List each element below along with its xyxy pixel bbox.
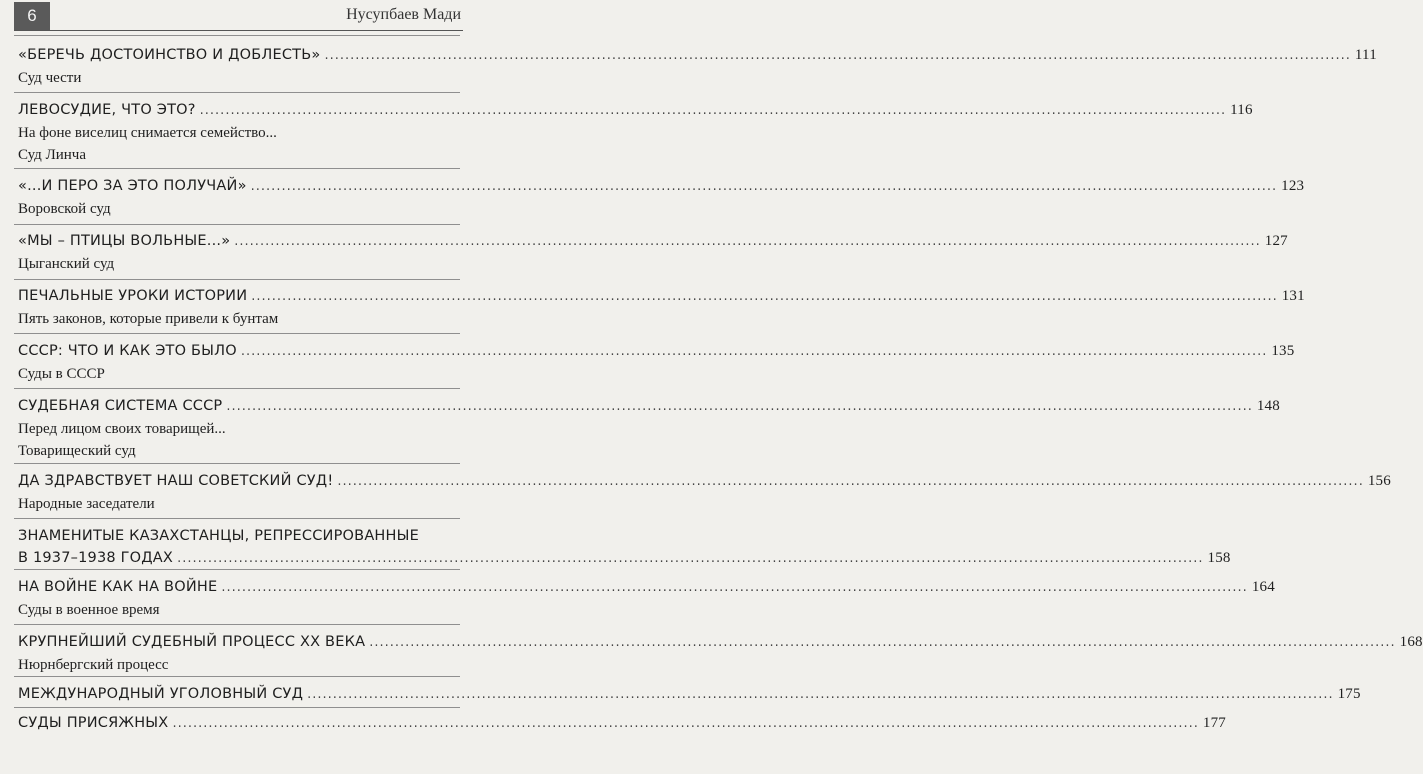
entry-separator bbox=[14, 463, 460, 464]
toc-entry[interactable] bbox=[18, 99, 1253, 166]
entry-separator bbox=[14, 676, 460, 677]
entry-separator bbox=[14, 624, 460, 625]
toc-entry-title: ПЕЧАЛЬНЫЕ УРОКИ ИСТОРИИ bbox=[18, 288, 248, 304]
toc-entry-title-line bbox=[18, 340, 1295, 363]
entry-separator bbox=[14, 707, 460, 708]
toc-page-number: 177 bbox=[1202, 715, 1227, 731]
dot-leader: ........................................................................................................................................................................................................ bbox=[172, 716, 1199, 731]
toc-entry-subtitle: Народные заседатели bbox=[18, 496, 155, 512]
toc-entry-title-line bbox=[18, 175, 1305, 198]
entry-separator bbox=[14, 224, 460, 225]
toc-entry[interactable] bbox=[18, 44, 1377, 89]
dot-leader: ........................................................................................................................................................................................................ bbox=[234, 234, 1261, 249]
toc-entry-subtitle: Перед лицом своих товарищей... bbox=[18, 421, 226, 437]
toc-entry-subtitle: Воровской суд bbox=[18, 201, 111, 217]
toc-entry-title-line bbox=[18, 470, 1391, 493]
toc-entry-title-line bbox=[18, 285, 1305, 308]
toc-page-number: 111 bbox=[1354, 47, 1377, 63]
entry-separator bbox=[14, 569, 460, 570]
entry-separator bbox=[14, 92, 460, 93]
page-number: 6 bbox=[14, 2, 50, 30]
toc-page-number: 127 bbox=[1264, 233, 1288, 249]
toc-page-number: 164 bbox=[1251, 579, 1275, 595]
toc-page-number: 168 bbox=[1399, 634, 1423, 650]
toc-entry[interactable] bbox=[18, 712, 1227, 735]
toc-entry-subtitle: Нюрнбергский процесс bbox=[18, 657, 169, 673]
toc-page-number: 156 bbox=[1367, 473, 1391, 489]
toc-entry-title-line bbox=[18, 547, 1231, 570]
page-header bbox=[0, 0, 469, 34]
toc-entry-subtitle: На фоне виселиц снимается семейство... bbox=[18, 125, 277, 141]
toc-entry[interactable] bbox=[18, 683, 1361, 706]
toc-page-number: 131 bbox=[1281, 288, 1305, 304]
entry-separator bbox=[14, 35, 460, 36]
toc-page-number: 175 bbox=[1337, 686, 1361, 702]
toc-entry-title-line bbox=[18, 44, 1377, 67]
toc-page-number: 148 bbox=[1256, 398, 1280, 414]
dot-leader: ........................................................................................................................................................................................................ bbox=[221, 580, 1248, 595]
toc-entry-subtitle: Цыганский суд bbox=[18, 256, 115, 272]
toc-entry[interactable] bbox=[18, 285, 1305, 330]
running-head: Нусупбаев Мади bbox=[346, 6, 461, 23]
toc-entry-title-line bbox=[18, 631, 1423, 654]
dot-leader: ........................................................................................................................................................................................................ bbox=[307, 687, 1334, 702]
toc-entry[interactable] bbox=[18, 470, 1391, 515]
toc-entry-subtitle: Суды в военное время bbox=[18, 602, 160, 618]
toc-entry-title: ЛЕВОСУДИЕ, ЧТО ЭТО? bbox=[18, 102, 196, 118]
toc-entry-subtitle: Товарищеский суд bbox=[18, 443, 136, 459]
toc-entry-subtitle: Суд чести bbox=[18, 70, 82, 86]
toc-entry-title: «...И ПЕРО ЗА ЭТО ПОЛУЧАЙ» bbox=[18, 178, 247, 194]
entry-separator bbox=[14, 518, 460, 519]
toc-entry[interactable] bbox=[18, 525, 1231, 570]
toc-entry-subtitle: Суды в СССР bbox=[18, 366, 105, 382]
dot-leader: ........................................................................................................................................................................................................ bbox=[324, 48, 1351, 63]
dot-leader: ........................................................................................................................................................................................................ bbox=[251, 289, 1278, 304]
toc-page-number: 135 bbox=[1271, 343, 1295, 359]
toc-entry-title-line bbox=[18, 99, 1253, 122]
entry-separator bbox=[14, 168, 460, 169]
toc-entry-title-line bbox=[18, 712, 1227, 735]
toc-entry-subtitle: Суд Линча bbox=[18, 147, 86, 163]
dot-leader: ........................................................................................................................................................................................................ bbox=[177, 551, 1204, 566]
toc-entry-title: СССР: ЧТО И КАК ЭТО БЫЛО bbox=[18, 343, 237, 359]
dot-leader: ........................................................................................................................................................................................................ bbox=[369, 635, 1396, 650]
dot-leader: ........................................................................................................................................................................................................ bbox=[240, 344, 1268, 359]
toc-entry-title: НА ВОЙНЕ КАК НА ВОЙНЕ bbox=[18, 579, 218, 595]
toc-entry-title-line bbox=[18, 395, 1280, 418]
toc-entry-title: «БЕРЕЧЬ ДОСТОИНСТВО И ДОБЛЕСТЬ» bbox=[18, 47, 321, 63]
toc-entry-title: «МЫ – ПТИЦЫ ВОЛЬНЫЕ...» bbox=[18, 233, 231, 249]
toc-entry[interactable] bbox=[18, 395, 1280, 462]
toc-entry[interactable] bbox=[18, 340, 1295, 385]
toc-entry[interactable] bbox=[18, 576, 1275, 621]
toc-page-number: 158 bbox=[1207, 550, 1231, 566]
toc-entry-title: КРУПНЕЙШИЙ СУДЕБНЫЙ ПРОЦЕСС ХХ ВЕКА bbox=[18, 634, 366, 650]
toc-entry-title: МЕЖДУНАРОДНЫЙ УГОЛОВНЫЙ СУД bbox=[18, 686, 304, 702]
toc-entry[interactable] bbox=[18, 631, 1423, 676]
toc-entry-title-line bbox=[18, 576, 1275, 599]
entry-separator bbox=[14, 388, 460, 389]
toc-entry-title: ДА ЗДРАВСТВУЕТ НАШ СОВЕТСКИЙ СУД! bbox=[18, 473, 334, 489]
toc-entry-title-line bbox=[18, 683, 1361, 706]
toc-page-number: 116 bbox=[1230, 102, 1253, 118]
dot-leader: ........................................................................................................................................................................................................ bbox=[337, 474, 1364, 489]
toc-entry-title: ЗНАМЕНИТЫЕ КАЗАХСТАНЦЫ, РЕПРЕССИРОВАННЫЕ bbox=[18, 528, 419, 544]
toc-page-number: 123 bbox=[1281, 178, 1305, 194]
header-rule bbox=[14, 30, 463, 31]
entry-separator bbox=[14, 333, 460, 334]
toc-entry[interactable] bbox=[18, 175, 1305, 220]
dot-leader: ........................................................................................................................................................................................................ bbox=[226, 399, 1253, 414]
toc-entry-subtitle: Пять законов, которые привели к бунтам bbox=[18, 311, 279, 327]
dot-leader: ........................................................................................................................................................................................................ bbox=[199, 103, 1227, 118]
toc-entry-title: СУДЫ ПРИСЯЖНЫХ bbox=[18, 715, 169, 731]
entry-separator bbox=[14, 279, 460, 280]
toc-entry[interactable] bbox=[18, 230, 1288, 275]
toc-entry-title-line bbox=[18, 230, 1288, 253]
toc-entry-title: В 1937–1938 ГОДАХ bbox=[18, 550, 174, 566]
dot-leader: ........................................................................................................................................................................................................ bbox=[250, 179, 1278, 194]
toc-entry-title: СУДЕБНАЯ СИСТЕМА СССР bbox=[18, 398, 223, 414]
